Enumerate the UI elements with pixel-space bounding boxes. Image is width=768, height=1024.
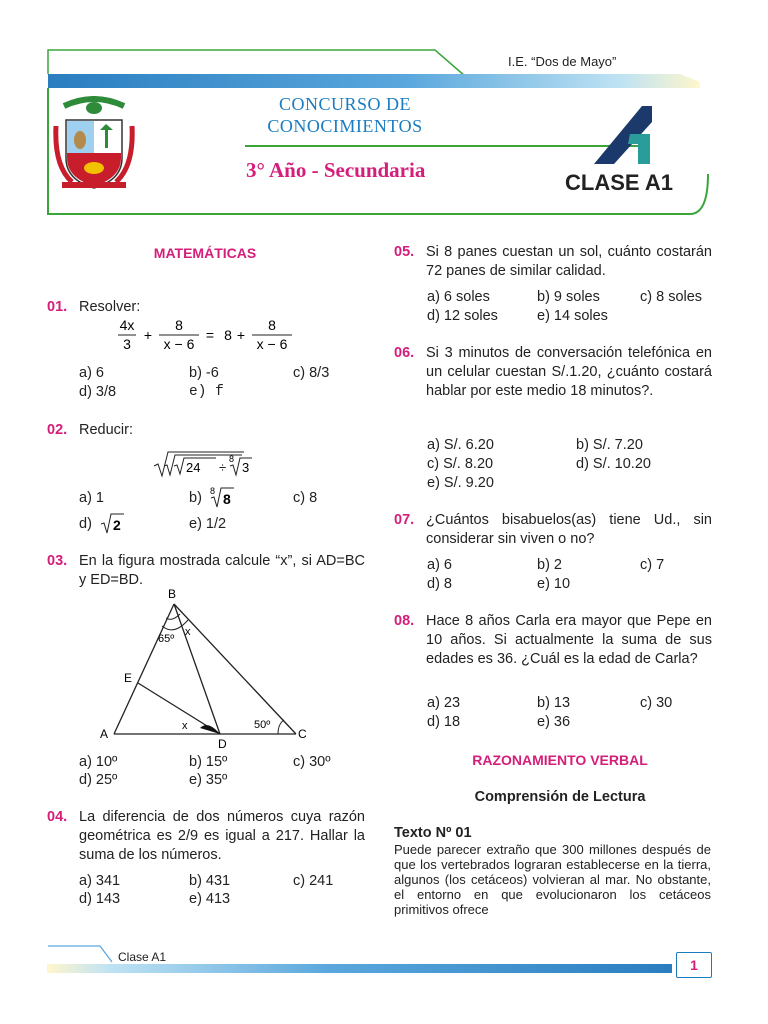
q4-option-c[interactable]: c) 241 [293, 873, 334, 889]
q3-option-e[interactable]: e) 35º [189, 772, 228, 788]
q1-num3: 8 [268, 317, 276, 333]
texto-body: Puede parecer extraño que 300 millones después de que los vertebrados lograran establecerse en la tierra, algunos (los cetáceos) volvieran al mar. No obstante, el entorno en que evolucionaron los cetáceos primitivos ofrece [394, 842, 711, 917]
q6-option-b[interactable]: b) S/. 7.20 [576, 437, 643, 453]
q2-option-d[interactable]: d) [79, 516, 92, 532]
question-08 [394, 612, 712, 669]
q2-option-a[interactable]: a) 1 [79, 490, 104, 506]
q1-plus2: + [236, 327, 246, 343]
footer-label: Clase A1 [118, 950, 167, 964]
question-04 [47, 808, 365, 865]
label-d: D [218, 737, 227, 751]
q2-divide: ÷ [219, 460, 227, 475]
question-text: Hace 8 años Carla era mayor que Pepe en 10 años. Si actualmente la suma de sus edades es 36. ¿Cuál es la edad de Carla? [426, 613, 712, 667]
q1-equals: = [205, 327, 215, 343]
angle-x-bottom: x [182, 720, 188, 732]
footer-band [47, 964, 672, 973]
q3-option-b[interactable]: b) 15º [189, 754, 228, 770]
question-07 [394, 511, 712, 549]
section-verbal-title: RAZONAMIENTO VERBAL [472, 752, 648, 768]
question-number: 07. [394, 512, 415, 528]
question-number: 02. [47, 422, 68, 438]
q8-option-c[interactable]: c) 30 [640, 695, 673, 711]
q3-option-d[interactable]: d) 25º [79, 772, 118, 788]
q2-option-c[interactable]: c) 8 [293, 490, 318, 506]
contest-title-line2: CONOCIMIENTOS [267, 116, 423, 136]
q2-b-index: 8 [210, 486, 216, 496]
a1-logo-icon [592, 104, 662, 166]
q2-inner-radicand: 24 [186, 460, 201, 475]
q2-option-d-radical [98, 510, 128, 536]
q7-option-e[interactable]: e) 10 [537, 576, 571, 592]
q5-option-e[interactable]: e) 14 soles [537, 308, 608, 324]
question-number: 03. [47, 553, 68, 569]
q5-option-b[interactable]: b) 9 soles [537, 289, 600, 305]
q3-option-c[interactable]: c) 30º [293, 754, 331, 770]
section-math-title: MATEMÁTICAS [153, 245, 257, 261]
q1-option-c[interactable]: c) 8/3 [293, 365, 330, 381]
question-number: 08. [394, 613, 415, 629]
contest-title-line1: CONCURSO DE [278, 94, 412, 114]
q1-option-e[interactable]: e) f [189, 384, 224, 400]
q3-option-a[interactable]: a) 10º [79, 754, 118, 770]
q4-option-d[interactable]: d) 143 [79, 891, 121, 907]
question-text: Si 8 panes cuestan un sol, cuánto costarán 72 panes de similar calidad. [426, 244, 712, 279]
angle-50: 50º [254, 719, 271, 731]
q1-den1: 3 [123, 336, 131, 352]
q8-option-a[interactable]: a) 23 [427, 695, 461, 711]
question-number: 04. [47, 809, 68, 825]
q2-option-b[interactable]: b) [189, 490, 202, 506]
q2-d-radicand: 2 [113, 517, 121, 533]
q2-expression [152, 448, 262, 480]
q8-option-b[interactable]: b) 13 [537, 695, 571, 711]
question-text: Resolver: [79, 299, 141, 315]
question-text: ¿Cuántos bisabuelos(as) tiene Ud., sin considerar sin viven o no? [426, 512, 712, 547]
q6-option-d[interactable]: d) S/. 10.20 [576, 456, 651, 472]
q7-option-d[interactable]: d) 8 [427, 576, 452, 592]
q2-option-b-radical [208, 484, 238, 510]
q2-radicand: 3 [242, 460, 250, 475]
q6-option-c[interactable]: c) S/. 8.20 [427, 456, 494, 472]
grade-title: 3° Año - Secundaria [246, 158, 426, 182]
q1-num1: 4x [119, 317, 135, 333]
texto-title: Texto Nº 01 [394, 825, 472, 841]
q4-option-a[interactable]: a) 341 [79, 873, 121, 889]
label-a: A [100, 727, 109, 741]
q5-option-c[interactable]: c) 8 soles [640, 289, 703, 305]
question-02 [47, 421, 365, 440]
q2-option-e[interactable]: e) 1/2 [189, 516, 227, 532]
q2-root-index: 8 [229, 454, 235, 464]
question-number: 01. [47, 299, 68, 315]
coat-of-arms-icon [52, 96, 136, 192]
angle-x-top: x [185, 626, 191, 638]
angle-65: 65º [158, 633, 175, 645]
q8-option-e[interactable]: e) 36 [537, 714, 571, 730]
q5-option-d[interactable]: d) 12 soles [427, 308, 498, 324]
reading-subtitle: Comprensión de Lectura [474, 789, 646, 805]
q8-option-d[interactable]: d) 18 [427, 714, 461, 730]
question-text: Si 3 minutos de conversación telefónica en un celular cuestan S/.1.20, ¿cuánto costará hablar por este medio 18 minutos?. [426, 345, 712, 399]
q2-b-radicand: 8 [223, 491, 231, 507]
clase-label: CLASE A1 [565, 170, 673, 195]
question-01 [47, 298, 365, 317]
label-e: E [124, 671, 133, 685]
q5-option-a[interactable]: a) 6 soles [427, 289, 490, 305]
q7-option-a[interactable]: a) 6 [427, 557, 452, 573]
question-number: 06. [394, 345, 415, 361]
question-number: 05. [394, 244, 415, 260]
q6-option-a[interactable]: a) S/. 6.20 [427, 437, 494, 453]
q1-lhs: 8 [224, 327, 232, 343]
q6-option-e[interactable]: e) S/. 9.20 [427, 475, 494, 491]
label-b: B [168, 587, 177, 601]
question-text: Reducir: [79, 422, 133, 438]
q7-option-b[interactable]: b) 2 [537, 557, 562, 573]
question-text: En la figura mostrada calcule “x”, si AD=BC y ED=BD. [79, 553, 365, 588]
triangle-figure [96, 586, 318, 752]
q1-option-d[interactable]: d) 3/8 [79, 384, 117, 400]
question-05 [394, 243, 712, 281]
q7-option-c[interactable]: c) 7 [640, 557, 665, 573]
question-06 [394, 344, 712, 401]
q4-option-b[interactable]: b) 431 [189, 873, 231, 889]
q1-equation [112, 316, 302, 356]
q1-num2: 8 [175, 317, 183, 333]
q1-option-b[interactable]: b) -6 [189, 365, 219, 381]
label-c: C [298, 727, 307, 741]
q1-den3: x − 6 [256, 336, 288, 352]
q4-option-e[interactable]: e) 413 [189, 891, 231, 907]
school-name: I.E. “Dos de Mayo” [508, 54, 617, 69]
q1-option-a[interactable]: a) 6 [79, 365, 104, 381]
page-number: 1 [676, 952, 712, 978]
q1-plus: + [143, 327, 153, 343]
question-03 [47, 552, 365, 590]
q1-den2: x − 6 [163, 336, 195, 352]
question-text: La diferencia de dos números cuya razón geométrica es 2/9 es igual a 217. Hallar la suma de los números. [79, 809, 365, 863]
